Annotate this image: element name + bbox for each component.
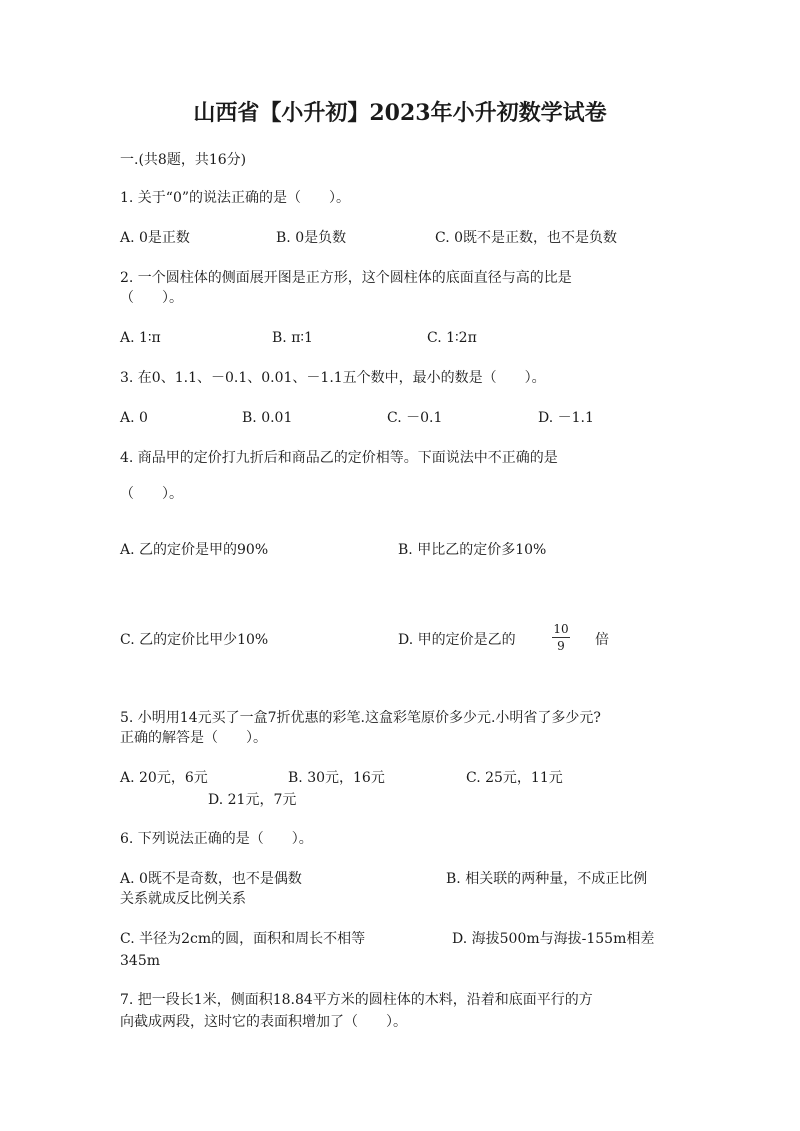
question-5-option-c: C. 25元，11元 bbox=[466, 770, 563, 786]
question-1-option-c: C. 0既不是正数，也不是负数 bbox=[435, 230, 618, 246]
question-6-option-a: A. 0既不是奇数，也不是偶数 bbox=[120, 871, 302, 887]
question-1-option-a: A. 0是正数 bbox=[120, 230, 190, 246]
question-6-option-d-line-1: D. 海拔500m与海拔-155m相差 bbox=[452, 931, 655, 947]
question-4-option-b: B. 甲比乙的定价多10% bbox=[398, 542, 547, 558]
question-2-option-a: A. 1∶π bbox=[120, 330, 161, 346]
question-7-stem-line-1: 7. 把一段长1米，侧面积18.84平方米的圆柱体的木料，沿着和底面平行的方 bbox=[120, 992, 593, 1008]
question-5-option-a: A. 20元，6元 bbox=[120, 770, 208, 786]
question-4-option-c: C. 乙的定价比甲少10% bbox=[120, 632, 269, 648]
question-3-option-c: C. －0.1 bbox=[387, 410, 443, 426]
question-2-stem-line-1: 2. 一个圆柱体的侧面展开图是正方形，这个圆柱体的底面直径与高的比是 bbox=[120, 270, 572, 286]
fraction-ten-ninths bbox=[552, 622, 570, 653]
question-6-option-b-line-2: 关系就成反比例关系 bbox=[120, 891, 246, 907]
question-7-stem-line-2: 向截成两段，这时它的表面积增加了（ ）。 bbox=[120, 1014, 407, 1030]
question-4-stem-line-1: 4. 商品甲的定价打九折后和商品乙的定价相等。下面说法中不正确的是 bbox=[120, 450, 558, 466]
fraction-numerator: 10 bbox=[553, 622, 569, 636]
question-4-option-d-suffix: 倍 bbox=[595, 632, 609, 648]
question-6-option-d-line-2: 345m bbox=[120, 953, 160, 969]
question-5-stem-line-2: 正确的解答是（ ）。 bbox=[120, 730, 267, 746]
question-1-stem: 1. 关于“0”的说法正确的是（ ）。 bbox=[120, 190, 351, 206]
question-2-stem-line-2: （ ）。 bbox=[120, 290, 183, 306]
fraction-denominator: 9 bbox=[557, 639, 565, 653]
question-3-option-a: A. 0 bbox=[120, 410, 148, 426]
question-2-option-b: B. π∶1 bbox=[272, 330, 313, 346]
page-title: 山西省【小升初】2023年小升初数学试卷 bbox=[193, 100, 607, 126]
question-2-option-c: C. 1∶2π bbox=[427, 330, 477, 346]
question-3-stem: 3. 在0、1.1、－0.1、0.01、－1.1五个数中，最小的数是（ ）。 bbox=[120, 370, 546, 386]
question-3-option-b: B. 0.01 bbox=[242, 410, 293, 426]
section-heading: 一.(共8题，共16分) bbox=[120, 152, 247, 168]
question-5-option-d: D. 21元，7元 bbox=[208, 792, 297, 808]
question-4-option-d: D. 甲的定价是乙的 bbox=[398, 632, 516, 648]
question-5-stem-line-1: 5. 小明用14元买了一盒7折优惠的彩笔.这盒彩笔原价多少元.小明省了多少元? bbox=[120, 710, 601, 726]
question-6-option-b-line-1: B. 相关联的两种量，不成正比例 bbox=[446, 871, 648, 887]
question-6-stem: 6. 下列说法正确的是（ ）。 bbox=[120, 831, 313, 847]
question-6-option-c: C. 半径为2cm的圆，面积和周长不相等 bbox=[120, 931, 366, 947]
question-3-option-d: D. －1.1 bbox=[538, 410, 594, 426]
question-4-stem-line-2: （ ）。 bbox=[120, 486, 183, 502]
question-4-option-a: A. 乙的定价是甲的90% bbox=[120, 542, 269, 558]
question-5-option-b: B. 30元，16元 bbox=[288, 770, 385, 786]
question-1-option-b: B. 0是负数 bbox=[276, 230, 347, 246]
